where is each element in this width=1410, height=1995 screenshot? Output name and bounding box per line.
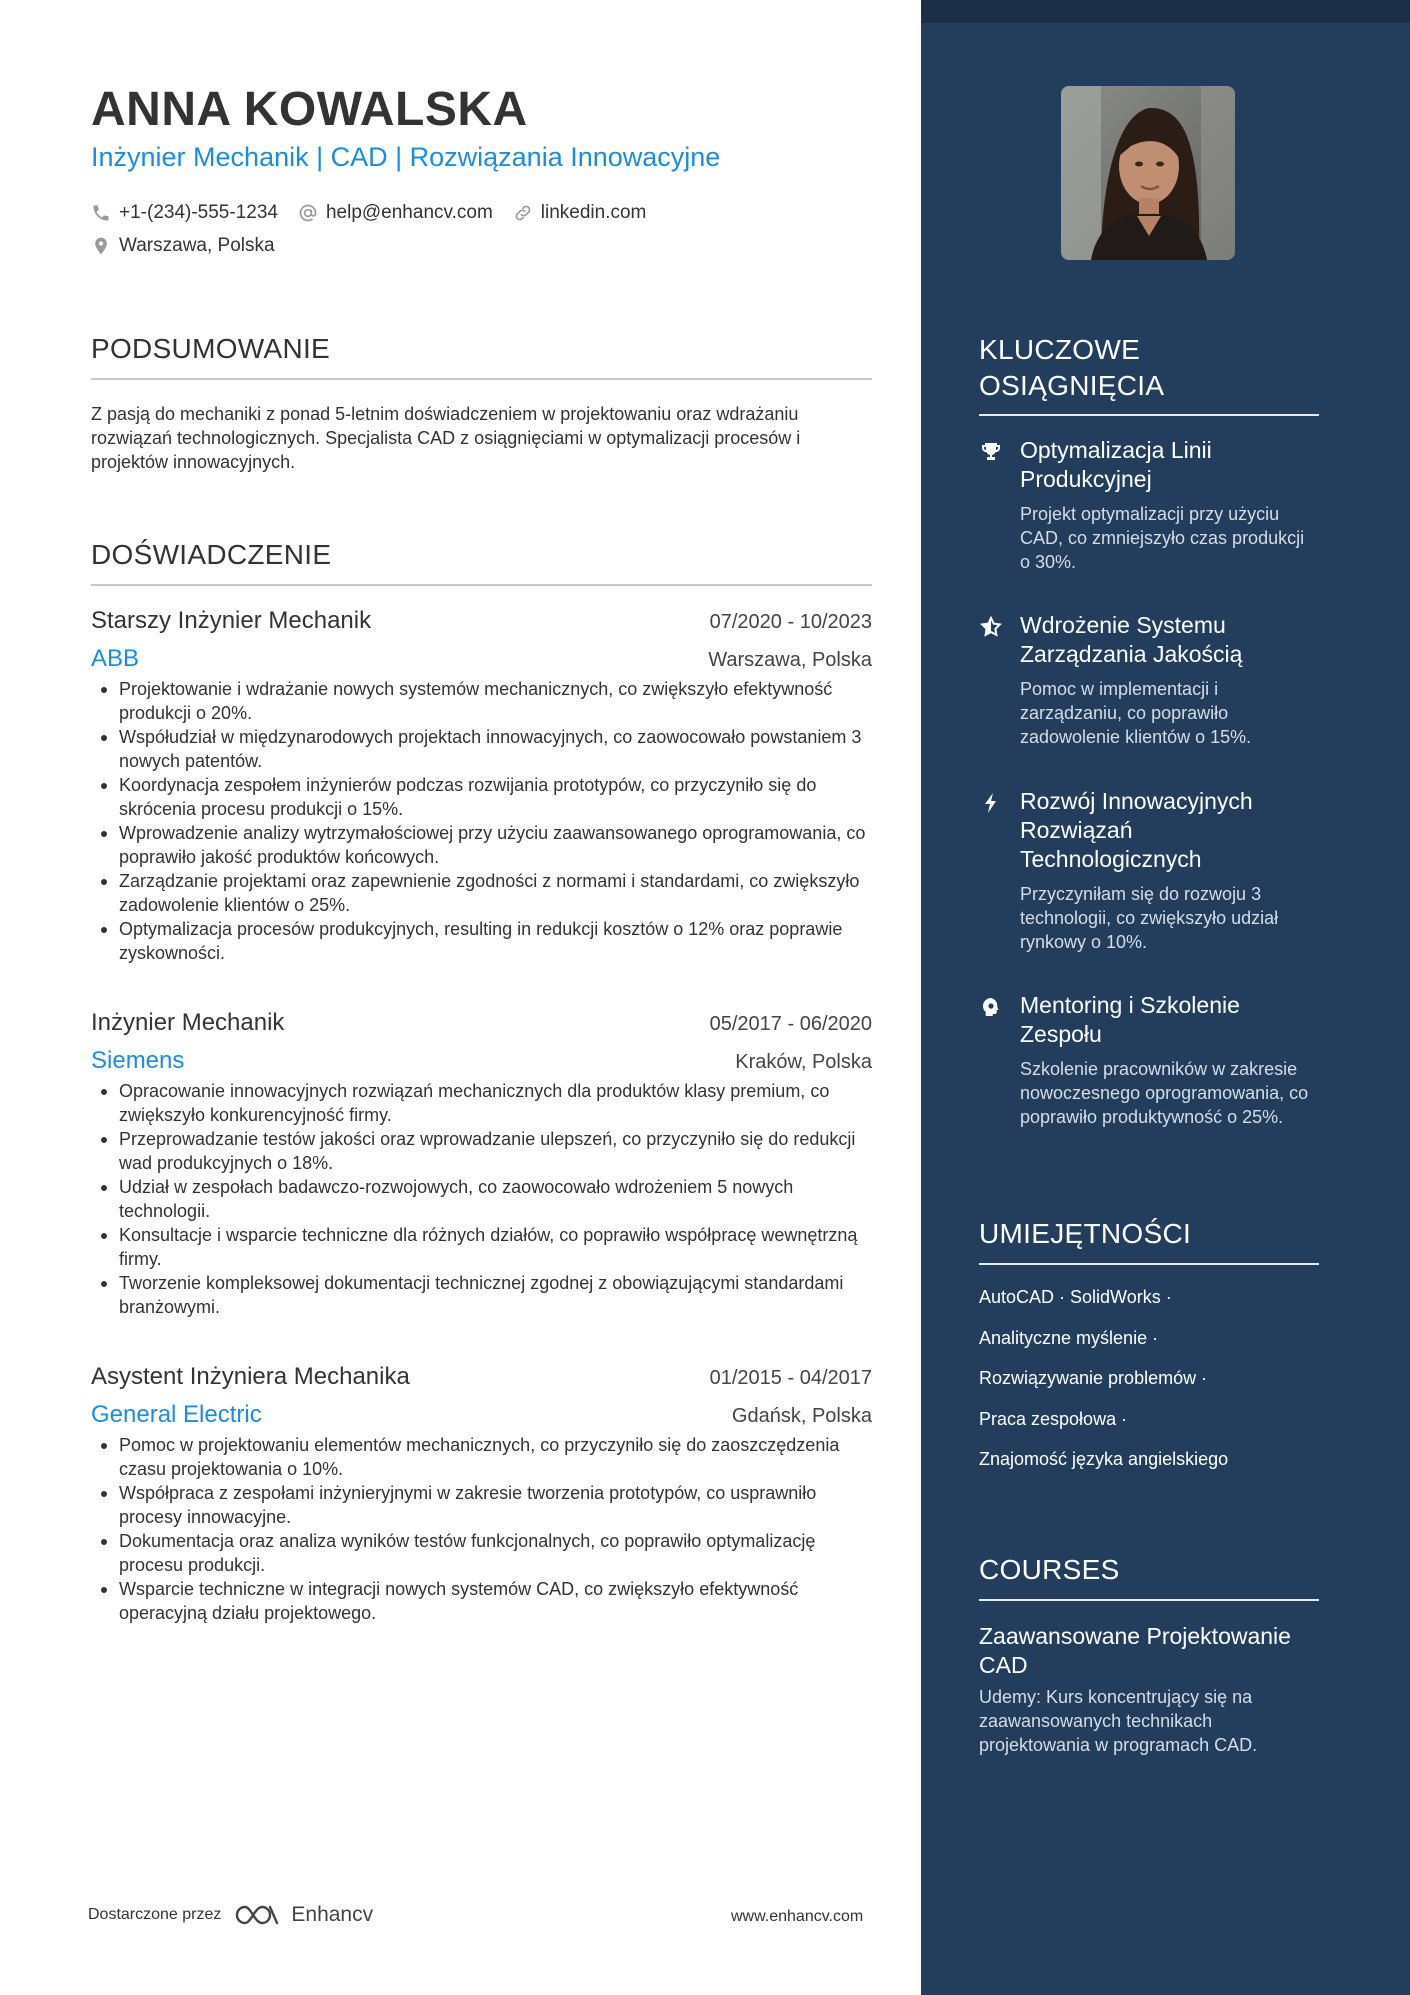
achievement-item: [979, 611, 1319, 749]
sidebar-top-band: [921, 0, 1410, 23]
achievement-description: Szkolenie pracowników w zakresie nowoczesnego oprogramowania, co poprawiło produktywność o 25%.: [1020, 1059, 1309, 1127]
job-bullet: Pomoc w projektowaniu elementów mechanicznych, co przyczyniło się do zaoszczędzenia czasu projektowania o 10%.: [91, 1433, 872, 1481]
experience-heading: DOŚWIADCZENIE: [91, 539, 332, 570]
job-bullets: [91, 677, 872, 965]
courses-divider: [979, 1599, 1319, 1601]
contact-phone[interactable]: [91, 202, 278, 224]
job-bullet: Udział w zespołach badawczo-rozwojowych, co zaowocowało wdrożeniem 5 nowych technologii.: [91, 1175, 872, 1223]
skill-line: AutoCAD · SolidWorks ·: [979, 1287, 1172, 1307]
achievement-item: [979, 787, 1319, 954]
job-location: Warszawa, Polska: [708, 649, 872, 671]
job-bullet: Konsultacje i wsparcie techniczne dla różnych działów, co poprawiło współpracę wewnętrzną firmy.: [91, 1223, 872, 1271]
email-text: help@enhancv.com: [325, 201, 493, 223]
job-bullet: Zarządzanie projektami oraz zapewnienie zgodności z normami i standardami, co zwiększyło zadowolenie klientów o 25%.: [91, 869, 872, 917]
skill-line: Rozwiązywanie problemów ·: [979, 1368, 1208, 1388]
candidate-headline: Inżynier Mechanik | CAD | Rozwiązania Innowacyjne: [91, 142, 721, 172]
courses-heading: COURSES: [979, 1554, 1120, 1585]
summary-heading: PODSUMOWANIE: [91, 333, 331, 364]
company-name: ABB: [91, 645, 140, 672]
job-bullets: [91, 1433, 872, 1625]
job-title: Starszy Inżynier Mechanik: [91, 607, 372, 634]
achievement-description: Pomoc w implementacji i zarządzaniu, co poprawiło zadowolenie klientów o 15%.: [1020, 679, 1252, 747]
enhancv-logo-icon: [233, 1902, 281, 1928]
lightning-icon: [979, 791, 1003, 815]
achievement-description: Projekt optymalizacji przy użyciu CAD, co zmniejszyło czas produkcji o 30%.: [1020, 504, 1305, 572]
job-bullet: Optymalizacja procesów produkcyjnych, resulting in redukcji kosztów o 12% oraz poprawie zyskowności.: [91, 917, 872, 965]
skill-line: Praca zespołowa ·: [979, 1409, 1128, 1429]
sidebar: [921, 0, 1410, 1995]
skill-line: Znajomość języka angielskiego: [979, 1449, 1229, 1469]
skill-line: Analityczne myślenie ·: [979, 1328, 1159, 1348]
powered-by-text: Dostarczone przez: [88, 1906, 222, 1923]
profile-photo-image: [1061, 86, 1235, 260]
job-location: Gdańsk, Polska: [731, 1405, 872, 1427]
job-bullet: Wsparcie techniczne w integracji nowych systemów CAD, co zwiększyło efektywność operacyjną działu projektowego.: [91, 1577, 872, 1625]
achievement-item: [979, 436, 1319, 574]
location-text: Warszawa, Polska: [119, 234, 275, 256]
job-dates: 01/2015 - 04/2017: [709, 1367, 872, 1389]
contact-info: [91, 196, 891, 262]
profile-photo: [1061, 86, 1235, 260]
summary-divider: [91, 378, 872, 380]
candidate-name: ANNA KOWALSKA: [91, 83, 528, 136]
job-bullet: Tworzenie kompleksowej dokumentacji technicznej zgodnej z obowiązującymi standardami branżowymi.: [91, 1271, 872, 1319]
job-location: Kraków, Polska: [735, 1051, 872, 1073]
job-title: Inżynier Mechanik: [91, 1009, 285, 1036]
job-bullets: [91, 1079, 872, 1319]
skills-heading: UMIEJĘTNOŚCI: [979, 1218, 1192, 1249]
skills-divider: [979, 1263, 1319, 1265]
experience-divider: [91, 584, 872, 586]
achievement-title: Optymalizacja Linii Produkcyjnej: [1020, 437, 1212, 492]
star-icon: [979, 615, 1003, 639]
job-entry: [91, 1363, 872, 1625]
achievement-title: Rozwój Innowacyjnych Rozwiązań Technologicznych: [1020, 788, 1253, 872]
job-bullet: Opracowanie innowacyjnych rozwiązań mechanicznych dla produktów klasy premium, co zwiększyło konkurencyjność firmy.: [91, 1079, 872, 1127]
brain-icon: [979, 995, 1003, 1019]
job-dates: 07/2020 - 10/2023: [709, 611, 872, 633]
linkedin-text: linkedin.com: [540, 201, 647, 223]
job-bullet: Projektowanie i wdrażanie nowych systemów mechanicznych, co zwiększyło efektywność produkcji o 20%.: [91, 677, 872, 725]
achievements-heading: [979, 332, 1164, 404]
achievement-title: Wdrożenie Systemu Zarządzania Jakością: [1020, 612, 1243, 667]
achievement-title: Mentoring i Szkolenie Zespołu: [1020, 992, 1240, 1047]
footer-branding: [88, 1902, 373, 1928]
job-bullet: Współudział w międzynarodowych projektach innowacyjnych, co zaowocowało powstaniem 3 nowych patentów.: [91, 725, 872, 773]
phone-text: +1-(234)-555-1234: [119, 201, 278, 223]
achievements-divider: [979, 414, 1319, 416]
job-bullet: Dokumentacja oraz analiza wyników testów funkcjonalnych, co poprawiło optymalizację procesu produkcji.: [91, 1529, 872, 1577]
job-bullet: Koordynacja zespołem inżynierów podczas rozwijania prototypów, co przyczyniło się do skrócenia procesu produkcji o 15%.: [91, 773, 872, 821]
summary-text: Z pasją do mechaniki z ponad 5-letnim doświadczeniem w projektowaniu oraz wdrażaniu rozwiązań technologicznych. Specjalista CAD z osiągnięciami w optymalizacji procesów i projektów innowacyjnych.: [91, 404, 801, 472]
achievement-description: Przyczyniłam się do rozwoju 3 technologii, co zwiększyło udział rynkowy o 10%.: [1020, 884, 1279, 952]
job-bullet: Przeprowadzanie testów jakości oraz wprowadzanie ulepszeń, co przyczyniło się do redukcji wad produkcyjnych o 18%.: [91, 1127, 872, 1175]
phone-icon: [91, 203, 111, 223]
location-pin-icon: [91, 236, 111, 256]
contact-location: [91, 235, 275, 257]
job-title: Asystent Inżyniera Mechanika: [91, 1363, 410, 1390]
enhancv-logo[interactable]: [233, 1902, 373, 1928]
course-title: Zaawansowane Projektowanie CAD: [979, 1623, 1291, 1678]
link-icon: [513, 203, 533, 223]
job-entry: [91, 1009, 872, 1319]
contact-email[interactable]: [298, 202, 493, 224]
footer-website[interactable]: www.enhancv.com: [731, 1908, 864, 1925]
job-entry: [91, 607, 872, 965]
achievement-item: [979, 991, 1319, 1129]
job-bullet: Współpraca z zespołami inżynieryjnymi w zakresie tworzenia prototypów, co usprawniło procesy innowacyjne.: [91, 1481, 872, 1529]
enhancv-brand-text: Enhancv: [291, 1903, 374, 1926]
trophy-icon: [979, 440, 1003, 464]
at-icon: [298, 203, 318, 223]
job-bullet: Wprowadzenie analizy wytrzymałościowej przy użyciu zaawansowanego oprogramowania, co poprawiło jakość produktów końcowych.: [91, 821, 872, 869]
achievements-heading-line1: KLUCZOWE: [979, 334, 1141, 365]
company-name: General Electric: [91, 1401, 262, 1428]
contact-linkedin[interactable]: [513, 202, 647, 224]
job-dates: 05/2017 - 06/2020: [709, 1013, 872, 1035]
course-description: Udemy: Kurs koncentrujący się na zaawansowanych technikach projektowania w programach CAD.: [979, 1687, 1258, 1755]
achievements-heading-line2: OSIĄGNIĘCIA: [979, 370, 1165, 401]
company-name: Siemens: [91, 1047, 185, 1074]
